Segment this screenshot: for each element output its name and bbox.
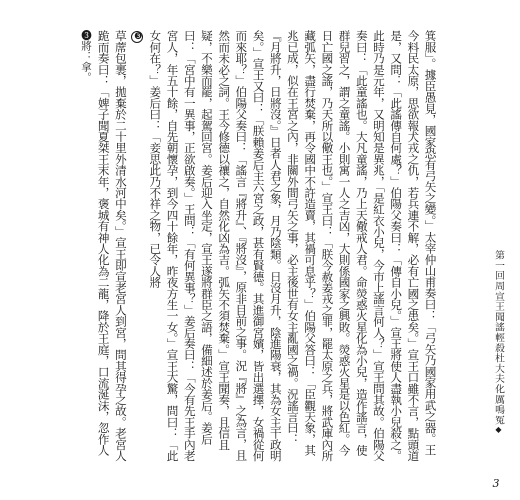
footnote-mark-label: ❸ <box>80 30 92 41</box>
main-text <box>95 30 473 462</box>
footnote-text: 將：拿。 <box>80 40 92 83</box>
chapter-subtitle: 杜大夫化厲鳴冤 <box>493 353 504 426</box>
paragraph-1: 箕服」。據臣愚見，國家恐有弓矢之變。」太宰仲山甫奏曰：「弓矢乃國家用武之器。王今料民太原，思欲報犬戎之仇，若兵連不解，必有亡國之患矣。」宣王口雖不言，點頭道是，又問：「此謠傳自何處？」伯陽父奏曰：「傳自小兒。」宣王將使人盡執小兒殺之。此時乃是元年，又明知是異兆，「是紅衣小兒，今市上謠言何人？」宣王問其故。伯陽父奏曰：「此童謠也。大凡童謠，乃上天儆戒人君。命熒惑火星化為小兒，造作謠言，使群兒習之，謂之童謠。小則寓一人之吉凶，大則係國家之興敗。熒惑火星是以色紅。今日亡國之謠，乃天所以儆王也。」宣王曰：「朕今赦姜戎之罪，罷太原之兵，將武庫內所藏弧矢，盡行焚棄，再令國中不許造賣，其禍可息乎？」伯陽父答曰：「臣觀天象，其兆已成，似在王宮之內，非關外間弓矢之事，必主後世有女主亂國之禍。況謠言曰：『月將升，日將沒。』日者人君之象，月乃陰類。日沒月升，陰進陽衰，其為女主干政明矣。」宣王又曰：「朕賴姜后主六宮之政，甚有賢德。其進御宮嬪，皆出選擇，女禍從何而來耶？」伯陽父奏曰：「謠言『將升』、『將沒』，原非目前之事。況『將』之為言，且然而未必之詞。王今修德以禳之，自然化凶為吉。弧矢不須焚棄。」宣王聞奏，且信且疑，不樂而罷，起駕回宮。姜后迎入坐定，宣王遂將群臣之語，備細述於姜后。姜后曰：「宮中有一異事，正欲啟奏。」王問：「有何異事？」姜后奏曰：「今有先王手內老宮人，年五十餘，自先朝懷孕，到今四十餘年，昨夜方生一女。」宣王大驚，問曰：「此女何在？」姜后曰：「妾思此乃不祥之物，已令人將 <box>148 30 438 461</box>
running-header <box>484 250 504 475</box>
chapter-number: 第一回 <box>493 250 504 281</box>
page-number: 3 <box>492 477 500 490</box>
footnote <box>77 30 93 90</box>
paragraph-2: 草蓆包裹，拋棄於二十里外清水河中矣。」宣王即宣老宮人到宮，問其得孕之故。老宮人跪而奏曰：「婢子聞夏桀王末年，褒城有神人化為二龍，降於王庭，口流涎沫，忽作人 <box>96 30 128 461</box>
footnote-mark: ❸ <box>133 32 144 42</box>
diamond-icon: ◆ <box>494 425 503 435</box>
chapter-title: 周宣王聞謠輕殺 <box>493 280 504 354</box>
